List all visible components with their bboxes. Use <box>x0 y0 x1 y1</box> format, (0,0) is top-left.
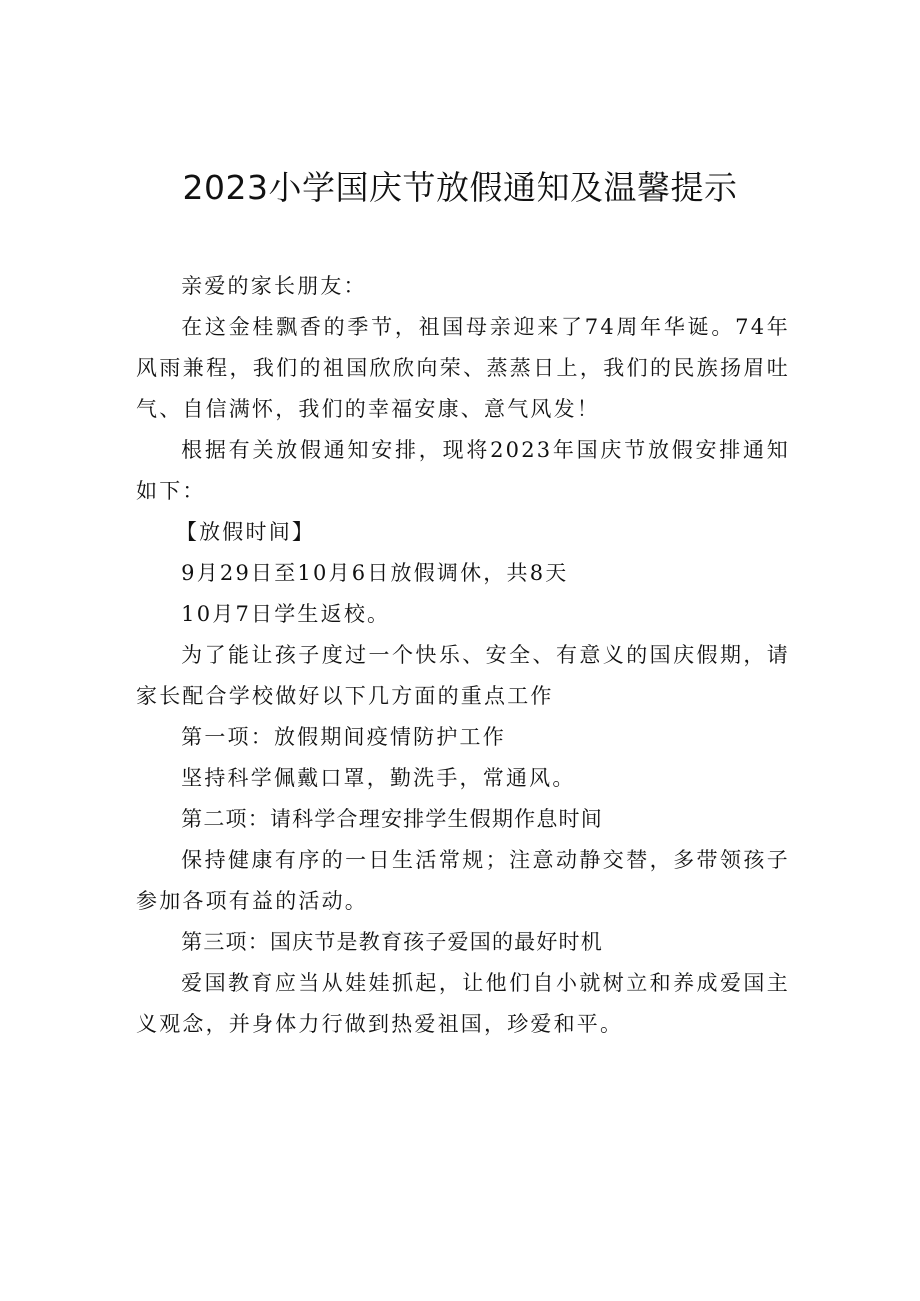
section-heading-holiday-time: 【放假时间】 <box>175 520 316 544</box>
item-two-text: 保持健康有序的一日生活常规；注意动静交替，多带领孩子参加各项有益的活动。 <box>136 848 790 913</box>
item-three-heading: 第三项：国庆节是教育孩子爱国的最好时机 <box>181 930 603 954</box>
item-one-heading: 第一项：放假期间疫情防护工作 <box>181 725 506 749</box>
item-three-text: 爱国教育应当从娃娃抓起，让他们自小就树立和养成爱国主义观念，并身体力行做到热爱祖国，珍爱和平。 <box>136 971 790 1036</box>
return-date: 10月7日学生返校。 <box>181 602 391 626</box>
notice-paragraph: 根据有关放假通知安排，现将2023年国庆节放假安排通知如下： <box>136 438 790 503</box>
document-body <box>136 266 790 1045</box>
document-title: 2023小学国庆节放假通知及温馨提示 <box>182 168 738 207</box>
greeting: 亲爱的家长朋友： <box>181 274 367 298</box>
intro-paragraph: 在这金桂飘香的季节，祖国母亲迎来了74周年华诞。74年风雨兼程，我们的祖国欣欣向荣、蒸蒸日上，我们的民族扬眉吐气、自信满怀，我们的幸福安康、意气风发！ <box>136 315 790 421</box>
item-one-text: 坚持科学佩戴口罩，勤洗手，常通风。 <box>181 766 576 790</box>
item-two-heading: 第二项：请科学合理安排学生假期作息时间 <box>181 807 603 831</box>
request-paragraph: 为了能让孩子度过一个快乐、安全、有意义的国庆假期，请家长配合学校做好以下几方面的重点工作 <box>136 643 790 708</box>
holiday-dates: 9月29日至10月6日放假调休，共8天 <box>181 561 569 585</box>
